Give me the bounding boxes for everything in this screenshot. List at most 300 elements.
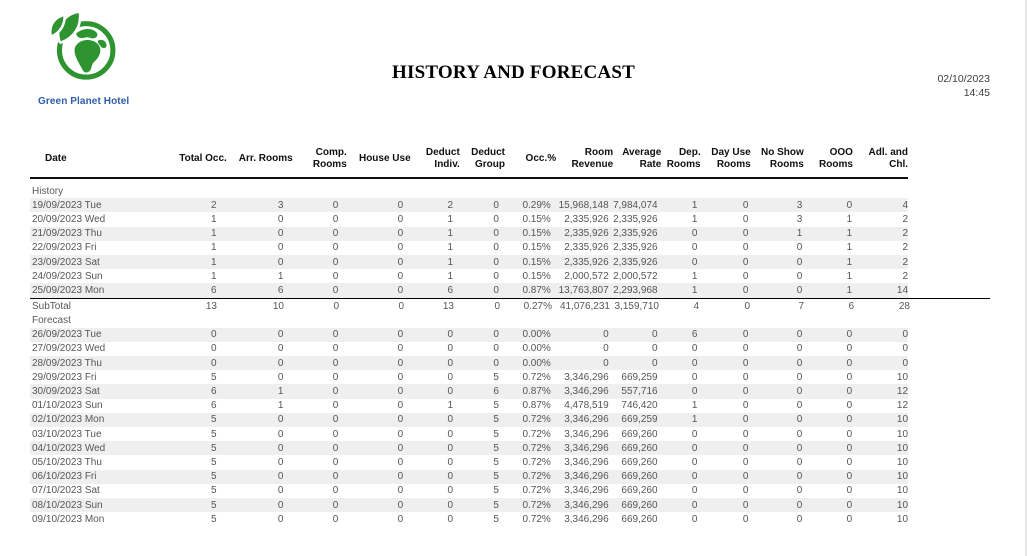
table-cell: 0 xyxy=(332,199,339,211)
table-cell: 0 xyxy=(397,471,404,483)
table-cell: 0 xyxy=(796,485,803,497)
table-cell: 6 xyxy=(848,300,854,312)
table-cell: 5 xyxy=(211,471,217,483)
table-cell: 0 xyxy=(796,329,803,341)
table-cell: 0 xyxy=(447,485,454,497)
table-cell: 19/09/2023 Tue xyxy=(32,199,102,211)
table-cell: 0 xyxy=(493,228,499,240)
table-cell: 2,293,968 xyxy=(613,284,658,296)
history-forecast-table xyxy=(30,140,908,526)
table-row xyxy=(30,198,908,212)
table-cell: 0 xyxy=(796,386,803,398)
table-cell: 0 xyxy=(397,442,404,454)
table-cell: 4 xyxy=(693,300,699,312)
table-cell: 01/10/2023 Sun xyxy=(32,400,103,412)
table-row xyxy=(30,212,908,226)
table-cell: 0 xyxy=(744,300,750,312)
table-cell: 0 xyxy=(447,499,454,511)
table-cell: 1 xyxy=(211,270,217,282)
table-cell: 0 xyxy=(652,343,658,355)
table-row xyxy=(30,255,908,269)
table-cell: 6 xyxy=(493,386,499,398)
table-cell: 0 xyxy=(447,442,454,454)
table-cell: 0 xyxy=(796,513,803,525)
table-cell: 2 xyxy=(902,256,909,268)
table-cell: 5 xyxy=(493,428,499,440)
table-row xyxy=(30,441,908,455)
table-cell: 3,346,296 xyxy=(564,456,609,468)
table-cell: 23/09/2023 Sat xyxy=(32,256,100,268)
table-cell: 6 xyxy=(447,284,454,296)
table-cell: 0 xyxy=(603,329,609,341)
table-cell: 5 xyxy=(493,499,499,511)
table-cell: 2,335,926 xyxy=(613,256,658,268)
table-cell: 0 xyxy=(332,456,339,468)
table-cell: 0 xyxy=(397,400,404,412)
table-cell: 22/09/2023 Fri xyxy=(32,242,97,254)
table-cell: 10 xyxy=(896,499,909,511)
table-cell: 0 xyxy=(796,357,803,369)
table-row xyxy=(30,342,908,356)
table-cell: 1 xyxy=(846,284,853,296)
column-header: Average Rate xyxy=(622,146,662,170)
table-cell: 0.15% xyxy=(522,242,551,254)
section-label-row xyxy=(30,184,908,198)
table-cell: 27/09/2023 Wed xyxy=(32,343,106,355)
table-cell: 0 xyxy=(447,513,454,525)
table-cell: 0 xyxy=(742,199,749,211)
table-cell: 0 xyxy=(691,485,698,497)
table-cell: 29/09/2023 Fri xyxy=(32,371,97,383)
table-cell: 6 xyxy=(691,329,698,341)
table-cell: 0.00% xyxy=(522,343,551,355)
table-cell: 03/10/2023 Tue xyxy=(32,428,102,440)
table-cell: 0 xyxy=(846,442,853,454)
table-cell: 0 xyxy=(796,400,803,412)
table-cell: 2,335,926 xyxy=(564,256,609,268)
table-cell: 0 xyxy=(397,357,404,369)
table-cell: 5 xyxy=(493,371,499,383)
table-cell: 0 xyxy=(846,428,853,440)
table-cell: 0.72% xyxy=(522,371,551,383)
table-cell: 24/09/2023 Sun xyxy=(32,270,103,282)
table-cell: 1 xyxy=(447,213,454,225)
table-cell: 669,260 xyxy=(621,471,658,483)
table-row xyxy=(30,512,908,526)
table-cell: 3,346,296 xyxy=(564,414,609,426)
table-cell: 1 xyxy=(691,213,698,225)
table-cell: 0 xyxy=(277,499,284,511)
table-cell: 0 xyxy=(332,386,339,398)
table-cell: 0.72% xyxy=(522,414,551,426)
table-cell: 4 xyxy=(902,199,909,211)
table-cell: 0 xyxy=(332,242,339,254)
table-cell: History xyxy=(32,185,64,197)
table-cell: 09/10/2023 Mon xyxy=(32,513,105,525)
table-cell: 0.87% xyxy=(522,386,551,398)
table-cell: 5 xyxy=(211,485,217,497)
table-row xyxy=(30,328,908,342)
table-cell: 0 xyxy=(742,228,749,240)
table-cell: 1 xyxy=(447,256,454,268)
table-cell: 0.87% xyxy=(522,284,551,296)
table-cell: 0 xyxy=(846,386,853,398)
table-cell: 1 xyxy=(277,400,284,412)
table-cell: 0 xyxy=(493,256,499,268)
table-cell: 1 xyxy=(846,228,853,240)
hotel-name: Green Planet Hotel xyxy=(38,96,130,107)
table-cell: 3 xyxy=(796,199,803,211)
column-header: Deduct Group xyxy=(471,146,506,170)
table-cell: 669,260 xyxy=(621,499,658,511)
table-cell: 0.72% xyxy=(522,456,551,468)
table-cell: 0 xyxy=(277,485,284,497)
table-cell: 0 xyxy=(397,228,404,240)
table-cell: 0 xyxy=(493,213,499,225)
table-cell: SubTotal xyxy=(32,300,71,312)
table-row xyxy=(30,498,908,512)
table-cell: 10 xyxy=(896,456,909,468)
table-cell: 0 xyxy=(742,400,749,412)
table-cell: 0 xyxy=(796,442,803,454)
table-cell: 0 xyxy=(493,199,499,211)
table-cell: 3,346,296 xyxy=(564,499,609,511)
table-cell: 26/09/2023 Tue xyxy=(32,329,102,341)
table-cell: 669,259 xyxy=(621,371,658,383)
column-header: Deduct Indiv. xyxy=(425,146,460,170)
table-cell: 0 xyxy=(796,428,803,440)
table-cell: 1 xyxy=(846,256,853,268)
table-cell: 2,335,926 xyxy=(564,213,609,225)
table-cell: 3,346,296 xyxy=(564,485,609,497)
table-cell: 0 xyxy=(691,228,698,240)
column-header: Arr. Rooms xyxy=(238,152,293,164)
table-cell: 0 xyxy=(277,471,284,483)
table-cell: 0 xyxy=(332,256,339,268)
table-cell: 0 xyxy=(332,228,339,240)
table-cell: 1 xyxy=(691,414,698,426)
table-cell: 0 xyxy=(846,414,853,426)
table-cell: 7 xyxy=(798,300,804,312)
table-cell: 0.00% xyxy=(522,329,551,341)
table-cell: 0 xyxy=(603,343,609,355)
table-cell: 0 xyxy=(397,371,404,383)
table-cell: 0 xyxy=(493,357,499,369)
table-cell: 0 xyxy=(277,513,284,525)
column-header: Day Use Rooms xyxy=(711,146,751,170)
table-cell: 0 xyxy=(397,329,404,341)
table-cell: 0 xyxy=(493,329,499,341)
table-cell: 0 xyxy=(447,329,454,341)
table-cell: 0 xyxy=(796,270,803,282)
table-cell: 669,260 xyxy=(621,428,658,440)
table-cell: 5 xyxy=(493,442,499,454)
table-cell: 05/10/2023 Thu xyxy=(32,456,102,468)
table-cell: 1 xyxy=(447,270,454,282)
table-cell: 10 xyxy=(896,485,909,497)
table-cell: 13,763,807 xyxy=(558,284,609,296)
table-cell: 10 xyxy=(896,428,909,440)
table-row xyxy=(30,370,908,384)
table-cell: 1 xyxy=(211,256,217,268)
table-row xyxy=(30,399,908,413)
table-cell: 0 xyxy=(277,371,284,383)
table-cell: 0 xyxy=(277,329,284,341)
table-cell: 0 xyxy=(332,284,339,296)
table-cell: 0 xyxy=(796,371,803,383)
table-cell: 1 xyxy=(691,284,698,296)
table-cell: 0 xyxy=(742,414,749,426)
table-cell: 5 xyxy=(211,513,217,525)
table-cell: 0 xyxy=(691,499,698,511)
table-cell: 0.87% xyxy=(522,400,551,412)
table-cell: 2,000,572 xyxy=(613,270,658,282)
table-cell: 669,260 xyxy=(621,485,658,497)
table-cell: 0 xyxy=(211,343,217,355)
table-cell: 0 xyxy=(397,414,404,426)
report-table-body xyxy=(30,184,908,526)
column-header: Dep. Rooms xyxy=(666,146,701,170)
table-cell: 0.72% xyxy=(522,485,551,497)
table-cell: 1 xyxy=(691,400,698,412)
table-cell: 0.72% xyxy=(522,471,551,483)
table-cell: 0.27% xyxy=(523,300,552,312)
table-cell: 0.15% xyxy=(522,256,551,268)
table-cell: 1 xyxy=(277,270,284,282)
table-header-row xyxy=(30,140,908,179)
table-cell: 1 xyxy=(796,228,803,240)
table-cell: 02/10/2023 Mon xyxy=(32,414,105,426)
table-cell: 0 xyxy=(742,343,749,355)
table-row xyxy=(30,427,908,441)
table-cell: 3,346,296 xyxy=(564,513,609,525)
column-header: Occ.% xyxy=(525,152,557,164)
table-cell: 0 xyxy=(447,343,454,355)
table-cell: 669,260 xyxy=(621,442,658,454)
table-cell: 0 xyxy=(691,256,698,268)
table-cell: 0 xyxy=(397,485,404,497)
table-cell: 0 xyxy=(846,471,853,483)
table-cell: 06/10/2023 Fri xyxy=(32,471,97,483)
table-cell: 1 xyxy=(211,228,217,240)
table-cell: 0.29% xyxy=(522,199,551,211)
table-cell: 0 xyxy=(691,357,698,369)
table-cell: 2,335,926 xyxy=(564,242,609,254)
table-cell: 0 xyxy=(796,284,803,296)
table-cell: 0 xyxy=(846,199,853,211)
table-cell: 15,968,148 xyxy=(558,199,609,211)
table-cell: 0 xyxy=(691,371,698,383)
table-cell: 4,478,519 xyxy=(564,400,609,412)
section-label-row xyxy=(30,314,908,328)
table-row xyxy=(30,283,908,297)
table-cell: 0 xyxy=(397,270,404,282)
table-cell: 3,159,710 xyxy=(614,300,659,312)
table-cell: 0.72% xyxy=(522,499,551,511)
table-cell: 0 xyxy=(447,414,454,426)
table-cell: 3,346,296 xyxy=(564,442,609,454)
table-cell: 1 xyxy=(277,386,284,398)
table-cell: 0 xyxy=(742,357,749,369)
table-cell: 0 xyxy=(397,199,404,211)
table-cell: 0 xyxy=(742,428,749,440)
table-cell: 1 xyxy=(691,270,698,282)
table-cell: 0 xyxy=(796,456,803,468)
table-cell: 2,335,926 xyxy=(613,242,658,254)
column-header: Adl. and Chl. xyxy=(868,146,908,170)
table-cell: 0 xyxy=(332,357,339,369)
table-cell: 0 xyxy=(691,442,698,454)
table-cell: 0 xyxy=(796,499,803,511)
table-cell: 12 xyxy=(896,400,909,412)
table-cell: 0 xyxy=(397,513,404,525)
table-cell: 1 xyxy=(447,400,454,412)
table-cell: 2,000,572 xyxy=(564,270,609,282)
table-cell: 6 xyxy=(277,284,284,296)
table-cell: 0 xyxy=(493,284,499,296)
table-row xyxy=(30,356,908,370)
table-cell: 14 xyxy=(896,284,909,296)
table-cell: 0 xyxy=(691,343,698,355)
table-cell: 0 xyxy=(447,456,454,468)
table-cell: 0.00% xyxy=(522,357,551,369)
table-cell: 0 xyxy=(846,499,853,511)
table-cell: 41,076,231 xyxy=(559,300,610,312)
table-row xyxy=(30,227,908,241)
table-cell: 0 xyxy=(796,343,803,355)
table-cell: 0 xyxy=(447,357,454,369)
table-cell: 10 xyxy=(896,471,909,483)
table-cell: 3,346,296 xyxy=(564,428,609,440)
table-cell: 0 xyxy=(211,329,217,341)
table-cell: 669,259 xyxy=(621,414,658,426)
table-cell: 0.72% xyxy=(522,442,551,454)
table-cell: 0 xyxy=(397,499,404,511)
report-date: 02/10/2023 xyxy=(937,73,990,85)
table-cell: 0 xyxy=(332,414,339,426)
table-cell: 0 xyxy=(277,414,284,426)
table-cell: 0 xyxy=(397,428,404,440)
table-cell: 5 xyxy=(211,414,217,426)
table-cell: 10 xyxy=(896,371,909,383)
table-cell: 0 xyxy=(846,371,853,383)
table-cell: 5 xyxy=(493,400,499,412)
table-cell: 0 xyxy=(277,357,284,369)
table-cell: 669,260 xyxy=(621,456,658,468)
table-cell: 0 xyxy=(742,442,749,454)
table-cell: 0.15% xyxy=(522,228,551,240)
table-cell: 10 xyxy=(272,300,284,312)
table-cell: 0 xyxy=(397,386,404,398)
table-cell: 21/09/2023 Thu xyxy=(32,228,102,240)
table-cell: 2 xyxy=(902,228,909,240)
table-cell: 0 xyxy=(691,386,698,398)
table-cell: 0 xyxy=(691,513,698,525)
table-cell: 746,420 xyxy=(621,400,658,412)
table-cell: 0.15% xyxy=(522,213,551,225)
table-cell: 0 xyxy=(332,343,339,355)
table-cell: 0 xyxy=(846,357,853,369)
table-cell: 0 xyxy=(742,256,749,268)
table-cell: 0 xyxy=(796,242,803,254)
table-cell: 07/10/2023 Sat xyxy=(32,485,100,497)
table-cell: 30/09/2023 Sat xyxy=(32,386,100,398)
table-row xyxy=(30,455,908,469)
table-cell: 0 xyxy=(277,228,284,240)
table-cell: 20/09/2023 Wed xyxy=(32,213,106,225)
table-cell: 1 xyxy=(691,199,698,211)
table-cell: 28 xyxy=(898,300,910,312)
table-cell: 0 xyxy=(277,343,284,355)
table-cell: 6 xyxy=(211,400,217,412)
column-header: Comp. Rooms xyxy=(312,146,347,170)
report-time: 14:45 xyxy=(963,87,990,99)
table-cell: 2,335,926 xyxy=(613,228,658,240)
table-cell: 1 xyxy=(211,242,217,254)
table-cell: 0 xyxy=(902,357,909,369)
table-cell: 3 xyxy=(796,213,803,225)
table-cell: 0 xyxy=(332,499,339,511)
table-cell: 5 xyxy=(211,442,217,454)
table-cell: 5 xyxy=(493,456,499,468)
table-cell: 0 xyxy=(742,499,749,511)
table-cell: 0 xyxy=(397,284,404,296)
table-cell: 5 xyxy=(493,414,499,426)
subtotal-row xyxy=(30,298,990,314)
table-cell: 557,716 xyxy=(621,386,658,398)
column-header: Room Revenue xyxy=(571,146,614,170)
table-cell: 0 xyxy=(603,357,609,369)
table-cell: 28/09/2023 Thu xyxy=(32,357,102,369)
table-cell: 2 xyxy=(902,242,909,254)
table-cell: 10 xyxy=(896,442,909,454)
table-row xyxy=(30,269,908,283)
table-cell: 5 xyxy=(493,513,499,525)
table-cell: 04/10/2023 Wed xyxy=(32,442,106,454)
column-header: Date xyxy=(45,152,67,164)
table-cell: 2,335,926 xyxy=(564,228,609,240)
table-cell: 0 xyxy=(742,284,749,296)
table-cell: 10 xyxy=(896,513,909,525)
table-cell: 0 xyxy=(742,485,749,497)
table-cell: 0 xyxy=(332,485,339,497)
table-cell: 0 xyxy=(447,386,454,398)
table-row xyxy=(30,384,908,398)
table-cell: 13 xyxy=(205,300,217,312)
table-cell: 0 xyxy=(277,456,284,468)
table-cell: 0 xyxy=(796,414,803,426)
table-cell: 10 xyxy=(896,414,909,426)
table-cell: 0 xyxy=(493,242,499,254)
table-cell: 2 xyxy=(902,213,909,225)
table-cell: 2 xyxy=(447,199,454,211)
table-cell: 0 xyxy=(332,513,339,525)
table-cell: 2 xyxy=(902,270,909,282)
table-cell: 0 xyxy=(332,400,339,412)
report-title: HISTORY AND FORECAST xyxy=(392,62,635,83)
table-cell: 1 xyxy=(846,213,853,225)
table-cell: 0 xyxy=(397,242,404,254)
table-cell: 5 xyxy=(211,456,217,468)
table-cell: 0 xyxy=(493,343,499,355)
table-cell: 25/09/2023 Mon xyxy=(32,284,105,296)
table-cell: 0 xyxy=(691,456,698,468)
table-cell: 08/10/2023 Sun xyxy=(32,499,103,511)
table-cell: 0 xyxy=(846,513,853,525)
table-cell: 0 xyxy=(742,329,749,341)
table-cell: 0 xyxy=(691,242,698,254)
table-cell: 0 xyxy=(742,270,749,282)
